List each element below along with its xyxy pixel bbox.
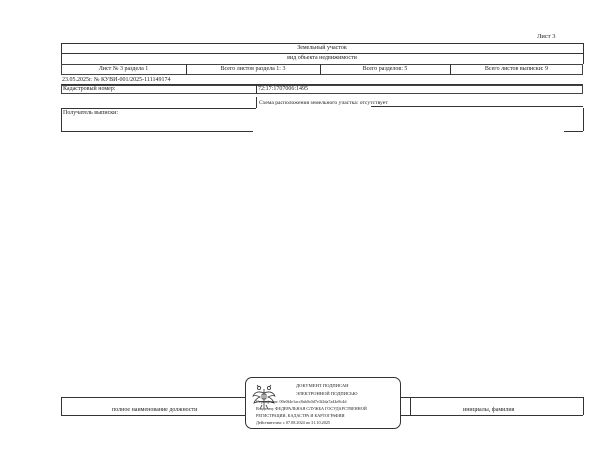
cadastral-row <box>61 85 583 94</box>
e-signature-stamp <box>245 377 401 429</box>
footer-divider <box>410 397 411 415</box>
footer-right-rule <box>583 397 584 415</box>
plan-note-rule <box>371 106 583 107</box>
stamp-owner: Владелец: ФЕДЕРАЛЬНАЯ СЛУЖБА ГОСУДАРСТВЕННОЙ <box>256 406 367 411</box>
header-right-rule <box>583 43 584 64</box>
recipient-right-rule <box>583 108 584 131</box>
recipient-left-rule <box>61 108 62 131</box>
object-title: Земельный участок <box>297 45 347 51</box>
stamp-owner-cont: РЕГИСТРАЦИИ, КАДАСТРА И КАРТОГРАФИИ <box>256 413 345 418</box>
total-sheets-section: Всего листов раздела 1: 3 <box>220 66 286 72</box>
header-mid-rule <box>61 53 583 54</box>
recipient-bottom-rule-right <box>564 131 583 132</box>
stamp-line-1: ДОКУМЕНТ ПОДПИСАН <box>296 383 349 388</box>
total-sheets-extract: Всего листов выписки: 9 <box>484 66 549 72</box>
header-top-rule <box>61 43 583 44</box>
plan-note: Схема расположения земельного участка: отсутствует <box>259 100 388 106</box>
recipient-label: Получатель выписки: <box>63 110 119 116</box>
plan-note-tick <box>256 97 257 108</box>
cadastral-divider <box>256 85 257 94</box>
recipient-bottom-rule-left <box>61 131 253 132</box>
recipient-top-rule <box>61 108 256 109</box>
footer-left-rule <box>61 397 62 415</box>
cadastral-label: Кадастровый номер: <box>63 86 116 92</box>
sheet-label: Лист 3 <box>537 33 556 40</box>
stamp-certificate: Сертификат: 00e0f4e1acc8ab0c0d7e3f2da7a44e8c4d <box>256 399 347 404</box>
initials-label: инициалы, фамилия <box>463 407 515 413</box>
cadastral-number: 72:17:1707006:1495 <box>258 86 309 92</box>
extract-date-number: 23.05.2025г. № КУВИ-001/2025-111149174 <box>62 77 171 83</box>
object-subtitle: вид объекта недвижимости <box>287 55 357 61</box>
stamp-line-2: ЭЛЕКТРОННОЙ ПОДПИСЬЮ <box>296 391 358 396</box>
sheet-of-section: Лист № 3 раздела 1 <box>98 66 149 72</box>
stamp-validity: Действителен: с 07.08.2024 по 31.10.2025 <box>256 420 331 425</box>
position-label: полное наименование должности <box>112 407 198 413</box>
total-sections: Всего разделов: 5 <box>362 66 408 72</box>
